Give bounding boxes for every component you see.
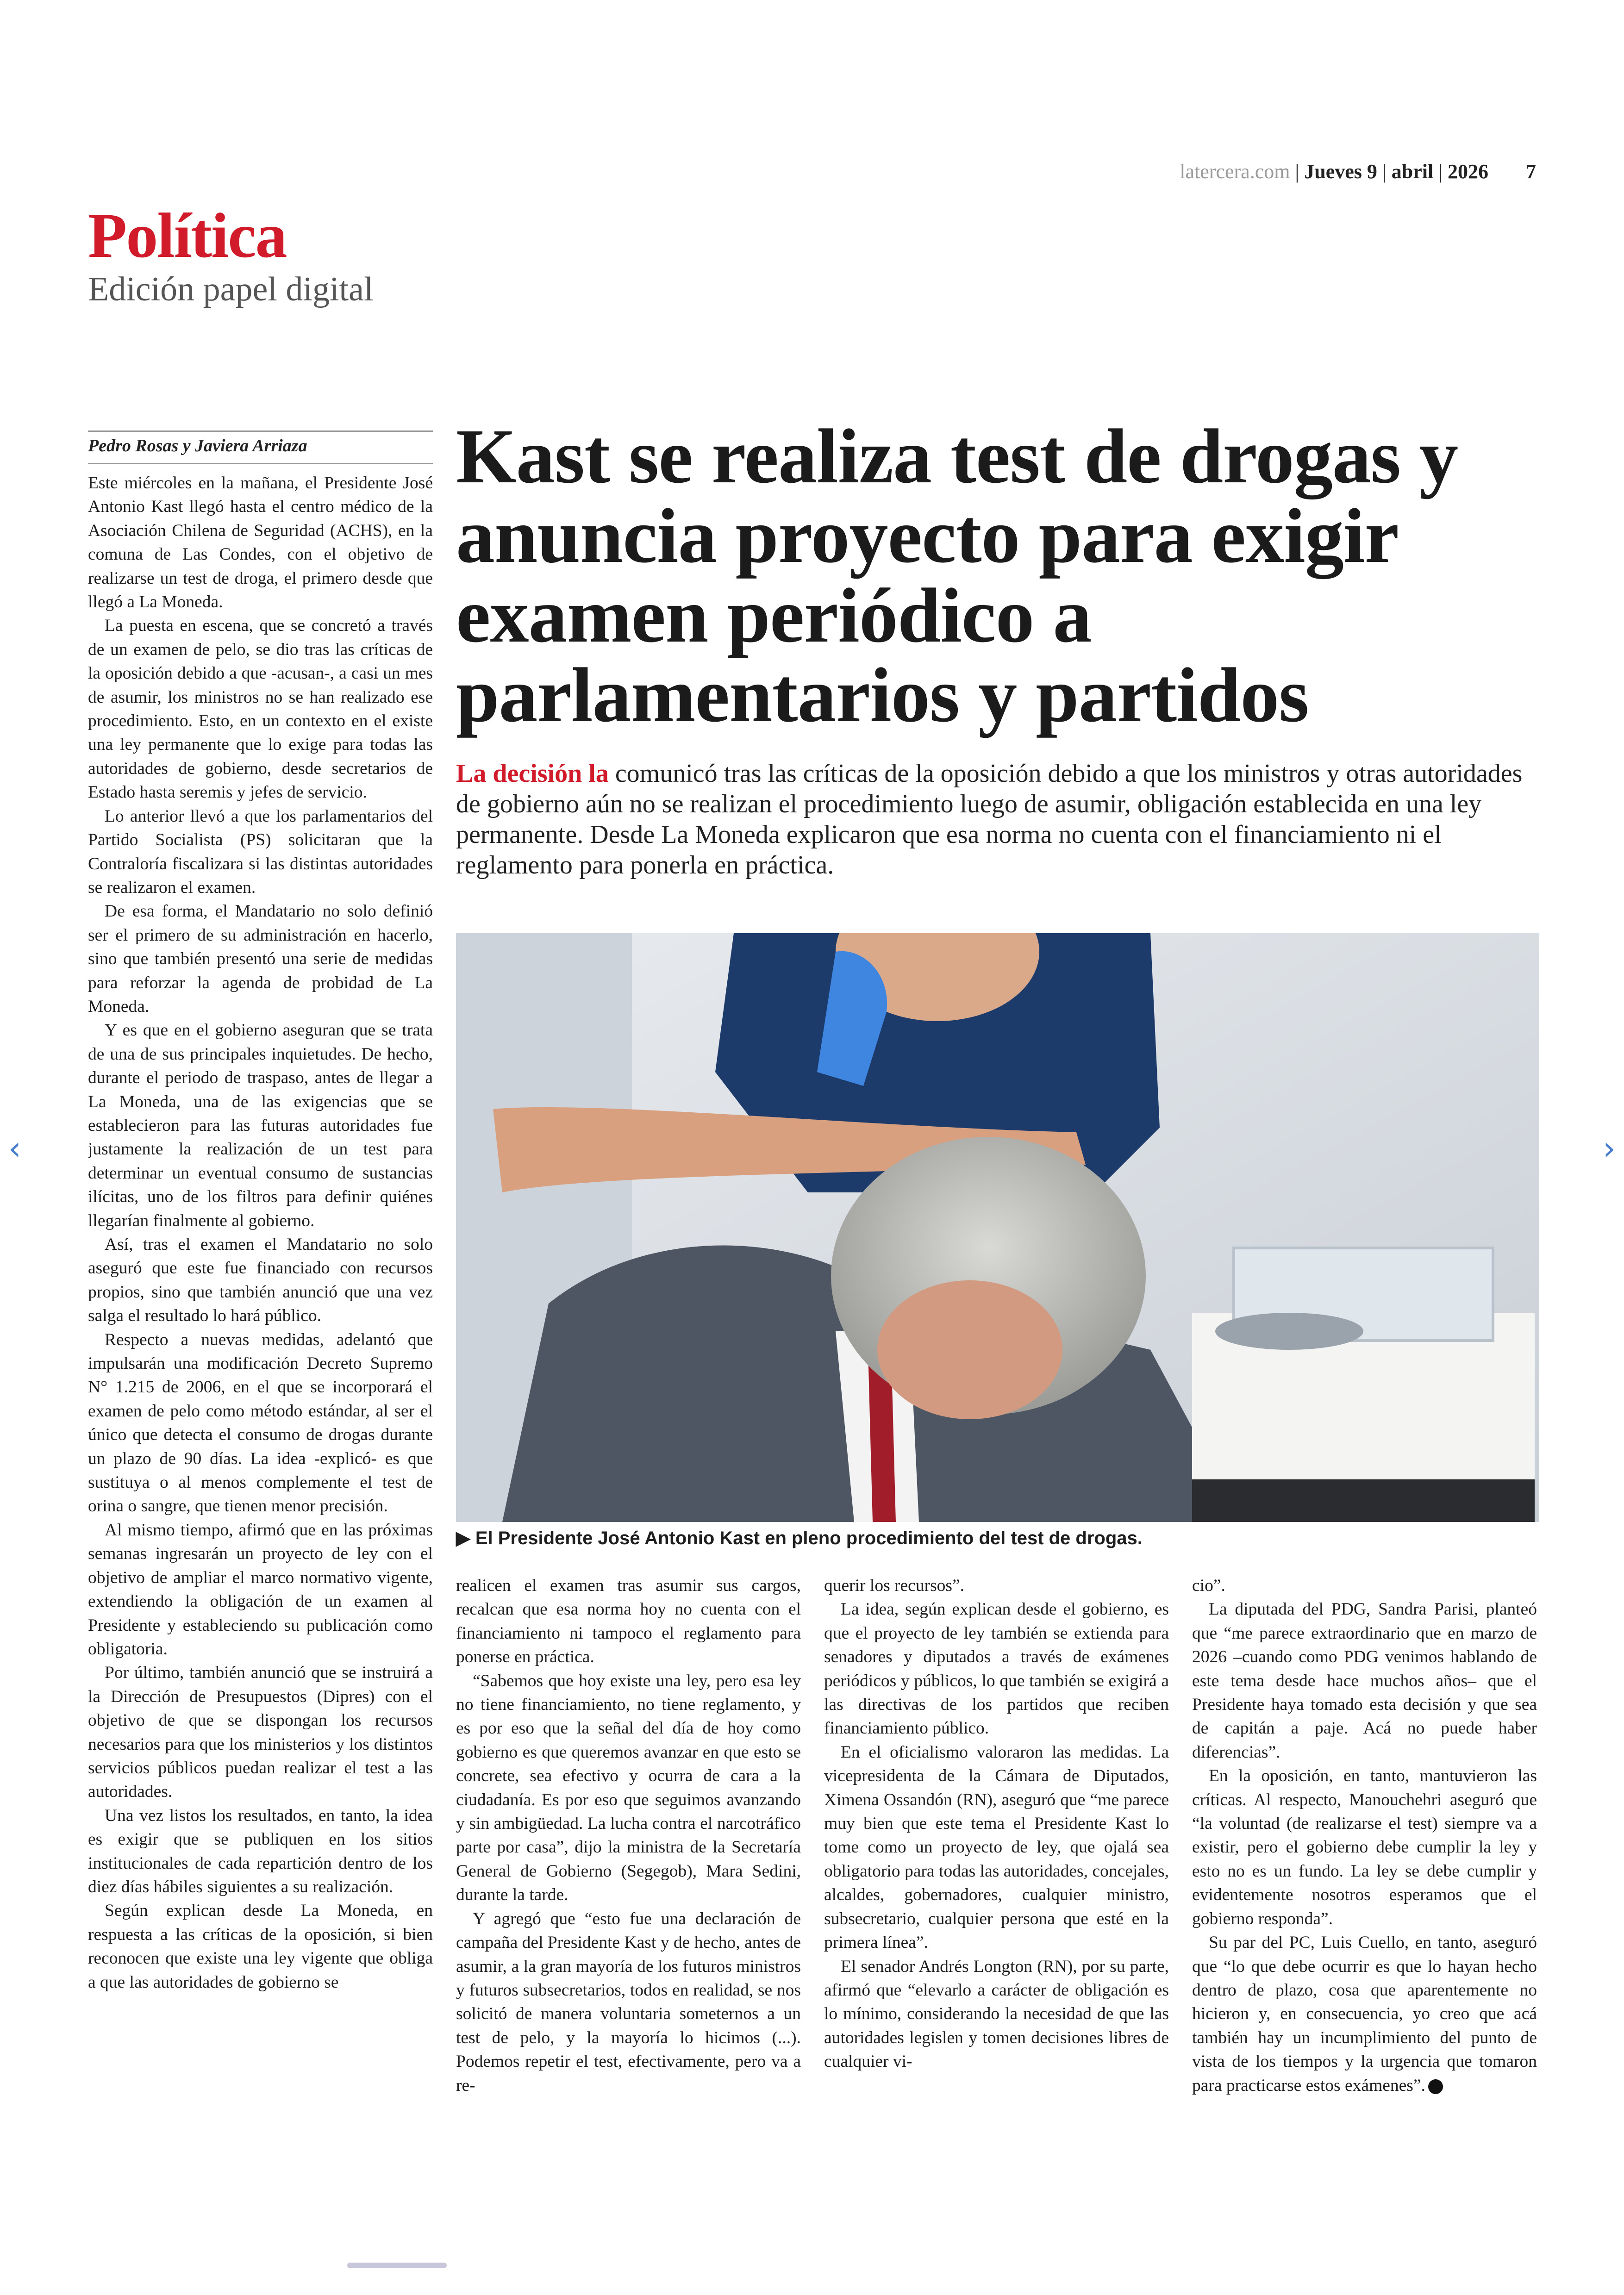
deck bbox=[456, 758, 1539, 880]
paragraph: Y es que en el gobierno aseguran que se trata de una de sus principales inquietudes. De hecho, durante el periodo de traspaso, antes de llegar a La Moneda, una de las exigencias que se establecieron para las futuras autoridades fue justamente la realización de un test para determinar un eventual consumo de sustancias ilícitas, uno de los filtros para definir quiénes llegarían finalmente al gobierno. bbox=[88, 1021, 433, 1230]
paragraph: De esa forma, el Mandatario no solo definió ser el primero de su administración en hacerlo, sino que también presentó una serie de medidas para reforzar la agenda de probidad de La Moneda. bbox=[88, 902, 433, 1016]
paragraph: En la oposición, en tanto, mantuvieron las críticas. Al respecto, Manouchehri aseguró que “la voluntad (de realizarse el test) siempre va a existir, pero el gobierno debe cumplir la ley y esto no es un fundo. La ley se debe cumplir y evidentemente nosotros esperamos que el gobierno responda”. bbox=[1192, 1766, 1537, 1928]
section-title: Política bbox=[88, 200, 287, 271]
paragraph bbox=[1192, 1931, 1537, 2097]
paragraph: Respecto a nuevas medidas, adelantó que impulsarán una modificación Decreto Supremo N° 1.215 de 2006, en el que se incorporará el examen de pelo como método estándar, al ser el único que detecta el consumo de drogas durante un plazo de 90 días. La idea -explicó- es que sustituya o al menos complemente el test de orina o sangre, que tienen menor precisión. bbox=[88, 1330, 433, 1516]
article-column-1 bbox=[88, 471, 433, 2128]
header-month: abril bbox=[1391, 160, 1434, 183]
article-column-2 bbox=[456, 1574, 801, 2129]
article-photo bbox=[456, 933, 1539, 1522]
header-day: Jueves 9 bbox=[1304, 160, 1377, 183]
paragraph: Por último, también anunció que se instruirá a la Dirección de Presupuestos (Dipres) con el objetivo de que se dispongan los recursos necesarios para que los ministerios y los distintos servicios públicos puedan realizar el test a las autoridades. bbox=[88, 1663, 433, 1802]
headline: Kast se realiza test de drogas y anuncia proyecto para exigir examen periódico a parlamentarios y partidos bbox=[456, 413, 1458, 738]
deck-lead: La decisión la bbox=[456, 759, 609, 788]
horizontal-scrollbar[interactable] bbox=[347, 2263, 447, 2268]
paragraph: La puesta en escena, que se concretó a través de un examen de pelo, se dio tras las críticas de la oposición debido a que -acusan-, a casi un mes de asumir, los ministros no se han realizado ese procedimiento. Esto, en un contexto en el existe una ley permanente que lo exige para todas las autoridades de gobierno, desde secretarios de Estado hasta seremis y jefes de servicio. bbox=[88, 616, 433, 802]
paragraph: Este miércoles en la mañana, el Presidente José Antonio Kast llegó hasta el centro médico de la Asociación Chilena de Seguridad (ACHS), en la comuna de Las Condes, con el objetivo de realizarse un test de droga, el primero desde que llegó a La Moneda. bbox=[88, 474, 433, 612]
paragraph-text: Su par del PC, Luis Cuello, en tanto, aseguró que “lo que debe ocurrir es que lo hayan hecho dentro de plazo, cosa que aparentemente no hicieron y, en consecuencia, yo creo que acá también hay un incumplimiento del punto de vista de los tiempos y la urgencia que tomaron para practicarse estos exámenes”. bbox=[1192, 1933, 1537, 2095]
photo-caption: ▶ El Presidente José Antonio Kast en pleno procedimiento del test de drogas. bbox=[456, 1528, 1143, 1548]
paragraph: Una vez listos los resultados, en tanto, la idea es exigir que se publiquen en los sitios institucionales de cada repartición dentro de los diez días hábiles siguientes a su realización. bbox=[88, 1806, 433, 1896]
deck-text: comunicó tras las críticas de la oposición debido a que los ministros y otras autoridades de gobierno aún no se realizan el procedimiento luego de asumir, obligación establecida en una ley permanente. Desde La Moneda explicaron que esa norma no cuenta con el financiamiento ni el reglamento para ponerla en práctica. bbox=[456, 759, 1523, 879]
article-column-4 bbox=[1192, 1574, 1537, 2129]
page-header: latercera.com | Jueves 9 | abril | 2026 7 bbox=[1180, 160, 1536, 183]
paragraph: Así, tras el examen el Mandatario no solo aseguró que este fue financiado con recursos propios, sino que también anunció que una vez salga el resultado lo hará público. bbox=[88, 1235, 433, 1326]
paragraph: La idea, según explican desde el gobierno, es que el proyecto de ley también se extienda para senadores y diputados a través de exámenes periódicos y públicos, lo que también se exigirá a las directivas de los partidos que reciben financiamiento público. bbox=[824, 1600, 1169, 1738]
paragraph: realicen el examen tras asumir sus cargos, recalcan que esa norma hoy no cuenta con el financiamiento ni tampoco el reglamento para ponerse en práctica. bbox=[456, 1576, 801, 1667]
next-page-arrow-icon[interactable]: › bbox=[1603, 1129, 1616, 1167]
paragraph: querir los recursos”. bbox=[824, 1576, 965, 1595]
paragraph: La diputada del PDG, Sandra Parisi, planteó que “me parece extraordinario que en marzo de 2026 –cuando como PDG venimos hablando de este tema desde hace muchos años– que el Presidente haya tomado esta decisión y que sea de capitán a paje. Acá no puede haber diferencias”. bbox=[1192, 1600, 1537, 1762]
paragraph: El senador Andrés Longton (RN), por su parte, afirmó que “elevarlo a carácter de obligación es lo mínimo, considerando la necesidad de que las autoridades legislen y tomen decisiones libres de cualquier vi- bbox=[824, 1957, 1169, 2071]
byline-divider bbox=[88, 463, 433, 464]
paragraph: Y agregó que “esto fue una declaración de campaña del Presidente Kast y de hecho, antes de asumir, a la gran mayoría de los futuros ministros y futuros subsecretarios, todos en realidad, se nos solicitó de manera voluntaria someternos a un test de pelo, y la mayoría lo hicimos (...). Podemos repetir el test, efectivamente, pero va a re- bbox=[456, 1909, 801, 2095]
site-name[interactable]: latercera.com bbox=[1180, 160, 1290, 183]
section-subtitle: Edición papel digital bbox=[88, 270, 374, 308]
header-year: 2026 bbox=[1448, 160, 1488, 183]
paragraph: cio”. bbox=[1192, 1576, 1225, 1595]
photo-illustration bbox=[456, 933, 1539, 1522]
paragraph: “Sabemos que hoy existe una ley, pero esa ley no tiene financiamiento, no tiene reglamento, y es por eso que la señal del día de hoy como gobierno es que queremos avanzar en que esto se concrete, sea efectivo y ocurra de cara a la ciudadanía. Es por eso que seguimos avanzando y sin ambigüedad. La lucha contra el narcotráfico parte por casa”, dijo la ministra de la Secretaría General de Gobierno (Segegob), Mara Sedini, durante la tarde. bbox=[456, 1671, 801, 1905]
paragraph: En el oficialismo valoraron las medidas. La vicepresidenta de la Cámara de Diputados, Ximena Ossandón (RN), aseguró que “me parece muy bien que este tema el Presidente Kast lo tome como un proyecto de ley, que ojalá sea obligatorio para todas las autoridades, concejales, alcaldes, gobernadores, cualquier ministro, subsecretario, cualquier persona que esté en la primera línea”. bbox=[824, 1742, 1169, 1952]
paragraph: Según explican desde La Moneda, en respuesta a las críticas de la oposición, si bien reconocen que existe una ley vigente que obliga a que las autoridades de gobierno se bbox=[88, 1901, 433, 1992]
prev-page-arrow-icon[interactable]: ‹ bbox=[8, 1129, 21, 1167]
article-column-3 bbox=[824, 1574, 1169, 2129]
byline: Pedro Rosas y Javiera Arriaza bbox=[88, 430, 433, 456]
paragraph: Al mismo tiempo, afirmó que en las próximas semanas ingresarán un proyecto de ley con el objetivo de ampliar el marco normativo vigente, extendiendo la obligación de un examen al Presidente y estableciendo su publicación como obligatoria. bbox=[88, 1520, 433, 1659]
end-mark-icon bbox=[1428, 2079, 1443, 2094]
paragraph: Lo anterior llevó a que los parlamentarios del Partido Socialista (PS) solicitaran que la Contraloría fiscalizara si las distintas autoridades se realizaron el examen. bbox=[88, 806, 433, 897]
page-number: 7 bbox=[1526, 160, 1536, 183]
